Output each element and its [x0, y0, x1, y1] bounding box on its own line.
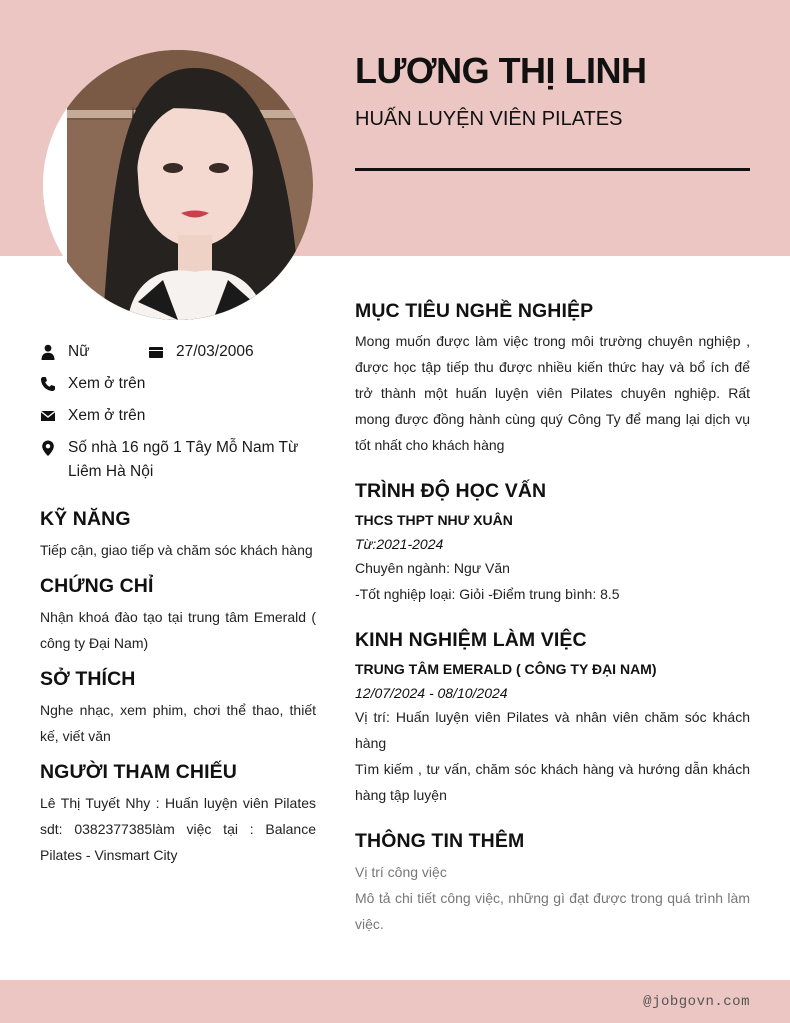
birthdate-value: 27/03/2006: [176, 343, 254, 360]
right-column: [355, 300, 750, 937]
address-value: Số nhà 16 ngõ 1 Tây Mỗ Nam Từ Liêm Hà Nội: [68, 439, 299, 480]
calendar-icon: [148, 344, 164, 360]
profile-photo: [43, 50, 313, 320]
education-result: -Tốt nghiệp loại: Giỏi -Điểm trung bình: 8.5: [355, 586, 620, 602]
gender-value: Nữ: [68, 343, 90, 360]
education-school: THCS THPT NHƯ XUÂN: [355, 512, 513, 528]
experience-description: Tìm kiếm , tư vấn, chăm sóc khách hàng và hướng dẫn khách hàng tập luyện: [355, 761, 750, 803]
candidate-name: LƯƠNG THỊ LINH: [355, 50, 647, 91]
experience-heading: KINH NGHIỆM LÀM VIỆC: [355, 629, 587, 651]
left-column: [40, 340, 316, 868]
person-icon: [40, 344, 56, 360]
references-text: Lê Thị Tuyết Nhy : Huấn luyện viên Pilates sdt: 0382377385làm việc tại : Balance Pilates - Vinsmart City: [40, 795, 316, 863]
job-title: HUẤN LUYỆN VIÊN PILATES: [355, 108, 623, 130]
phone-icon: [40, 376, 56, 392]
address-row: [40, 436, 316, 484]
objective-text: Mong muốn được làm việc trong môi trường chuyên nghiệp , được học tập tiếp thu được nhiều kiến thức hay và bổ ích để trở thành một huấn luyện viên Pilates chuyên nghiệp. Rất mong được đồng hành cùng quý Công Ty để mang lại dịch vụ tốt nhất cho khách hàng: [355, 333, 750, 453]
hobbies-heading: SỞ THÍCH: [40, 668, 136, 690]
gender-row: [40, 340, 148, 364]
certificates-section: [40, 575, 316, 656]
location-pin-icon: [40, 440, 56, 456]
birthdate-row: [148, 340, 254, 364]
gender-birthdate-row: [40, 340, 316, 372]
references-section: [40, 761, 316, 868]
header-divider: [355, 168, 750, 171]
additional-description: Mô tả chi tiết công việc, những gì đạt được trong quá trình làm việc.: [355, 890, 750, 932]
hobbies-text: Nghe nhạc, xem phim, chơi thể thao, thiết kế, viết văn: [40, 702, 316, 744]
objective-section: [355, 300, 750, 458]
certificates-text: Nhận khoá đào tạo tại trung tâm Emerald ( công ty Đại Nam): [40, 609, 316, 651]
education-major: Chuyên ngành: Ngư Văn: [355, 560, 510, 576]
profile-photo-image: [43, 50, 313, 320]
additional-section: [355, 830, 750, 937]
education-period: Từ:2021-2024: [355, 536, 444, 552]
phone-value: Xem ở trên: [68, 375, 146, 392]
objective-heading: MỤC TIÊU NGHỀ NGHIỆP: [355, 300, 594, 322]
skills-section: [40, 508, 316, 563]
email-value: Xem ở trên: [68, 407, 146, 424]
experience-position: Vị trí: Huấn luyện viên Pilates và nhân viên chăm sóc khách hàng: [355, 709, 750, 751]
experience-section: [355, 629, 750, 808]
hobbies-section: [40, 668, 316, 749]
references-heading: NGƯỜI THAM CHIẾU: [40, 761, 237, 783]
skills-text: Tiếp cận, giao tiếp và chăm sóc khách hàng: [40, 542, 313, 558]
phone-row: [40, 372, 316, 396]
experience-period: 12/07/2024 - 08/10/2024: [355, 685, 508, 701]
education-section: [355, 480, 750, 607]
additional-heading: THÔNG TIN THÊM: [355, 830, 525, 852]
additional-position: Vị trí công việc: [355, 864, 447, 880]
footer-watermark: @jobgovn.com: [643, 994, 750, 1010]
skills-heading: KỸ NĂNG: [40, 508, 131, 530]
certificates-heading: CHỨNG CHỈ: [40, 575, 154, 597]
experience-company: TRUNG TÂM EMERALD ( CÔNG TY ĐẠI NAM): [355, 661, 657, 677]
mail-icon: [40, 408, 56, 424]
education-heading: TRÌNH ĐỘ HỌC VẤN: [355, 480, 547, 502]
email-row: [40, 404, 316, 428]
